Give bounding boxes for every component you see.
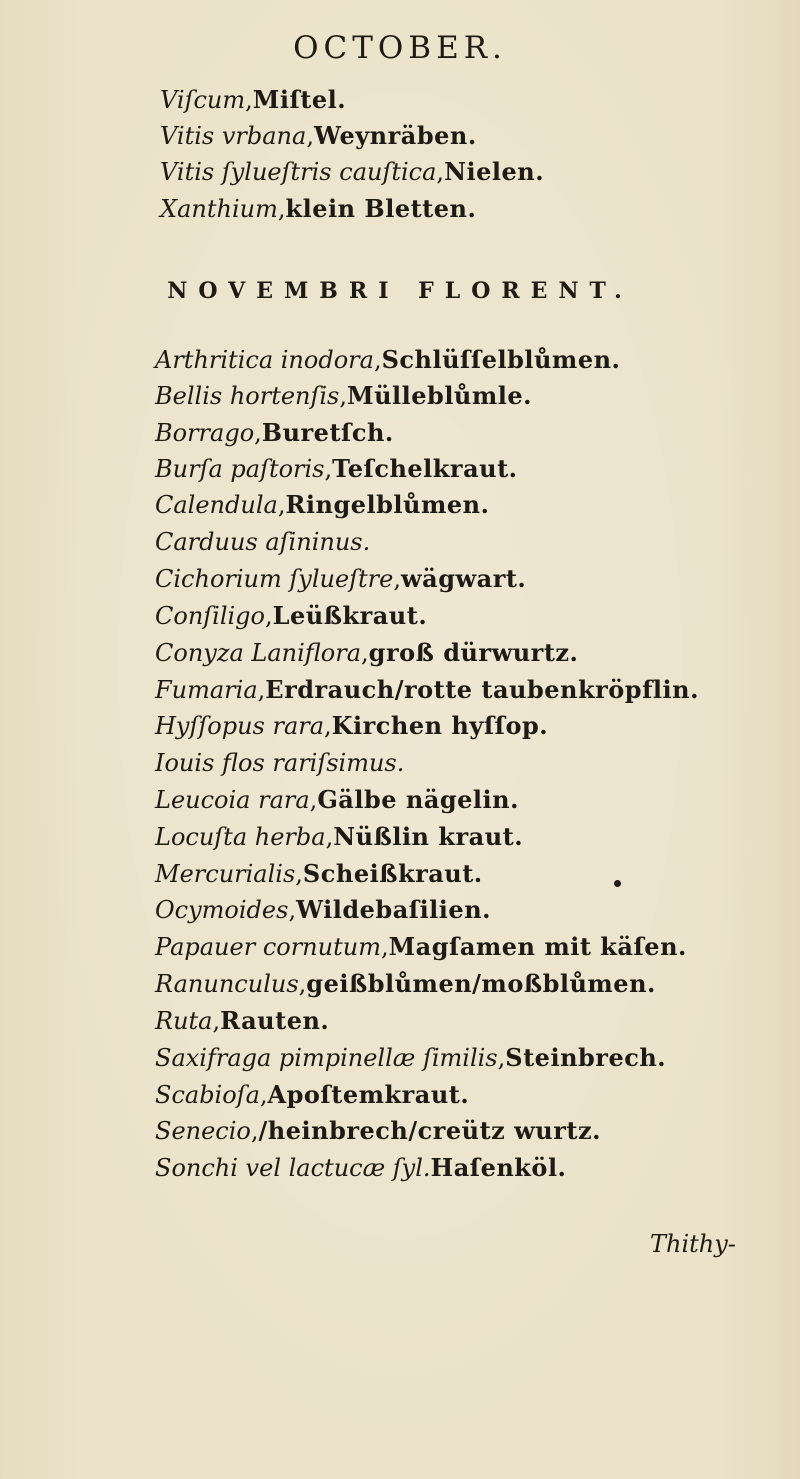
latin-name: Sonchi vel lactucæ ſyl.: [155, 1154, 431, 1182]
german-name: Rauten.: [220, 1006, 330, 1035]
german-name: Erdrauch/rotte taubenkröpflin.: [265, 675, 699, 704]
german-name: Magſamen mit käſen.: [388, 932, 687, 961]
plant-entry: Fumaria,Erdrauch/rotte taubenkröpflin.: [155, 675, 699, 704]
latin-name: Burſa paſtoris: [155, 455, 325, 483]
latin-name: Saxifraga pimpinellæ ſimilis: [155, 1044, 498, 1072]
latin-name: Conſiligo: [155, 602, 265, 630]
latin-name: Locuſta herba: [155, 823, 326, 851]
plant-entry: Papauer cornutum,Magſamen mit käſen.: [155, 932, 687, 961]
plant-entry: Viſcum,Miſtel.: [160, 85, 347, 114]
latin-name: Vitis ſylueſtris cauſtica: [160, 158, 437, 186]
plant-entry: Borrago,Buretſch.: [155, 418, 394, 447]
section-title: NOVEMBRI FLORENT.: [167, 278, 633, 304]
plant-entry: Ocymoides,Wildebaſilien.: [155, 895, 491, 924]
plant-entry: Xanthium,klein Bletten.: [160, 194, 477, 223]
latin-name: Xanthium: [160, 195, 278, 223]
plant-entry: Mercurialis,Scheißkraut.: [155, 859, 483, 888]
german-name: Gälbe nägelin.: [317, 785, 519, 814]
german-name: Nielen.: [444, 157, 545, 186]
latin-name: Ruta: [155, 1007, 213, 1035]
latin-name: Iouis flos rariſsimus.: [155, 749, 405, 777]
latin-name: Papauer cornutum: [155, 933, 381, 961]
german-name: Apoſtemkraut.: [267, 1080, 470, 1109]
german-name: Ringelblůmen.: [285, 490, 490, 519]
plant-entry: Bellis hortenſis,Mülleblůmle.: [155, 381, 533, 410]
plant-entry: Senecio,/heinbrech/creütz wurtz.: [155, 1116, 601, 1145]
latin-name: Borrago: [155, 419, 255, 447]
latin-name: Bellis hortenſis: [155, 382, 340, 410]
latin-name: Conyza Laniflora: [155, 639, 362, 667]
german-name: Buretſch.: [261, 418, 394, 447]
plant-entry: Ruta,Rauten.: [155, 1006, 330, 1035]
latin-name: Fumaria: [155, 676, 258, 704]
latin-name: Arthritica inodora: [155, 346, 374, 374]
german-name: Weynräben.: [313, 121, 477, 150]
plant-entry: Conyza Laniflora,groß dürwurtz.: [155, 638, 579, 667]
german-name: klein Bletten.: [285, 194, 477, 223]
german-name: Schlüſſelblůmen.: [381, 345, 621, 374]
latin-name: Ranunculus: [155, 970, 299, 998]
catchword: Thithy-: [650, 1230, 736, 1258]
latin-name: Vitis vrbana: [160, 122, 307, 150]
plant-entry: Arthritica inodora,Schlüſſelblůmen.: [155, 345, 621, 374]
latin-name: Leucoia rara: [155, 786, 310, 814]
plant-entry: Vitis vrbana,Weynräben.: [160, 121, 477, 150]
plant-entry: Hyſſopus rara,Kirchen hyſſop.: [155, 711, 549, 740]
page-header-month: OCTOBER.: [293, 30, 507, 66]
plant-entry: Leucoia rara,Gälbe nägelin.: [155, 785, 519, 814]
plant-entry: Saxifraga pimpinellæ ſimilis,Steinbrech.: [155, 1043, 667, 1072]
latin-name: Senecio: [155, 1117, 251, 1145]
plant-entry: Ranunculus,geißblůmen/moßblůmen.: [155, 969, 656, 998]
german-name: Kirchen hyſſop.: [331, 711, 549, 740]
plant-entry: Vitis ſylueſtris cauſtica,Nielen.: [160, 157, 545, 186]
plant-entry: Conſiligo,Leüßkraut.: [155, 601, 428, 630]
german-name: Haſenköl.: [430, 1153, 567, 1182]
plant-entry: Locuſta herba,Nüßlin kraut.: [155, 822, 524, 851]
plant-entry: Cichorium ſylueſtre,wägwart.: [155, 564, 527, 593]
plant-entry: [155, 751, 404, 775]
latin-name: Viſcum: [160, 86, 246, 114]
german-name: Scheißkraut.: [302, 859, 483, 888]
latin-name: Ocymoides: [155, 896, 289, 924]
latin-name: Cichorium ſylueſtre: [155, 565, 394, 593]
latin-name: Carduus aſininus.: [155, 528, 371, 556]
plant-entry: [155, 1153, 567, 1182]
german-name: Nüßlin kraut.: [333, 822, 524, 851]
ink-speck: [614, 880, 621, 887]
german-name: Steinbrech.: [505, 1043, 667, 1072]
german-name: Miſtel.: [252, 85, 347, 114]
plant-entry: Burſa paſtoris,Teſchelkraut.: [155, 454, 518, 483]
german-name: Wildebaſilien.: [296, 895, 491, 924]
german-name: Teſchelkraut.: [332, 454, 518, 483]
latin-name: Hyſſopus rara: [155, 712, 325, 740]
german-name: geißblůmen/moßblůmen.: [306, 969, 656, 998]
plant-entry: Calendula,Ringelblůmen.: [155, 490, 490, 519]
german-name: groß dürwurtz.: [368, 638, 579, 667]
german-name: Leüßkraut.: [272, 601, 428, 630]
plant-entry: [155, 530, 370, 554]
latin-name: Calendula: [155, 491, 278, 519]
latin-name: Mercurialis: [155, 860, 296, 888]
german-name: Mülleblůmle.: [347, 381, 533, 410]
german-name: wägwart.: [401, 564, 527, 593]
german-name: /heinbrech/creütz wurtz.: [258, 1116, 601, 1145]
plant-entry: Scabioſa,Apoſtemkraut.: [155, 1080, 470, 1109]
latin-name: Scabioſa: [155, 1081, 260, 1109]
